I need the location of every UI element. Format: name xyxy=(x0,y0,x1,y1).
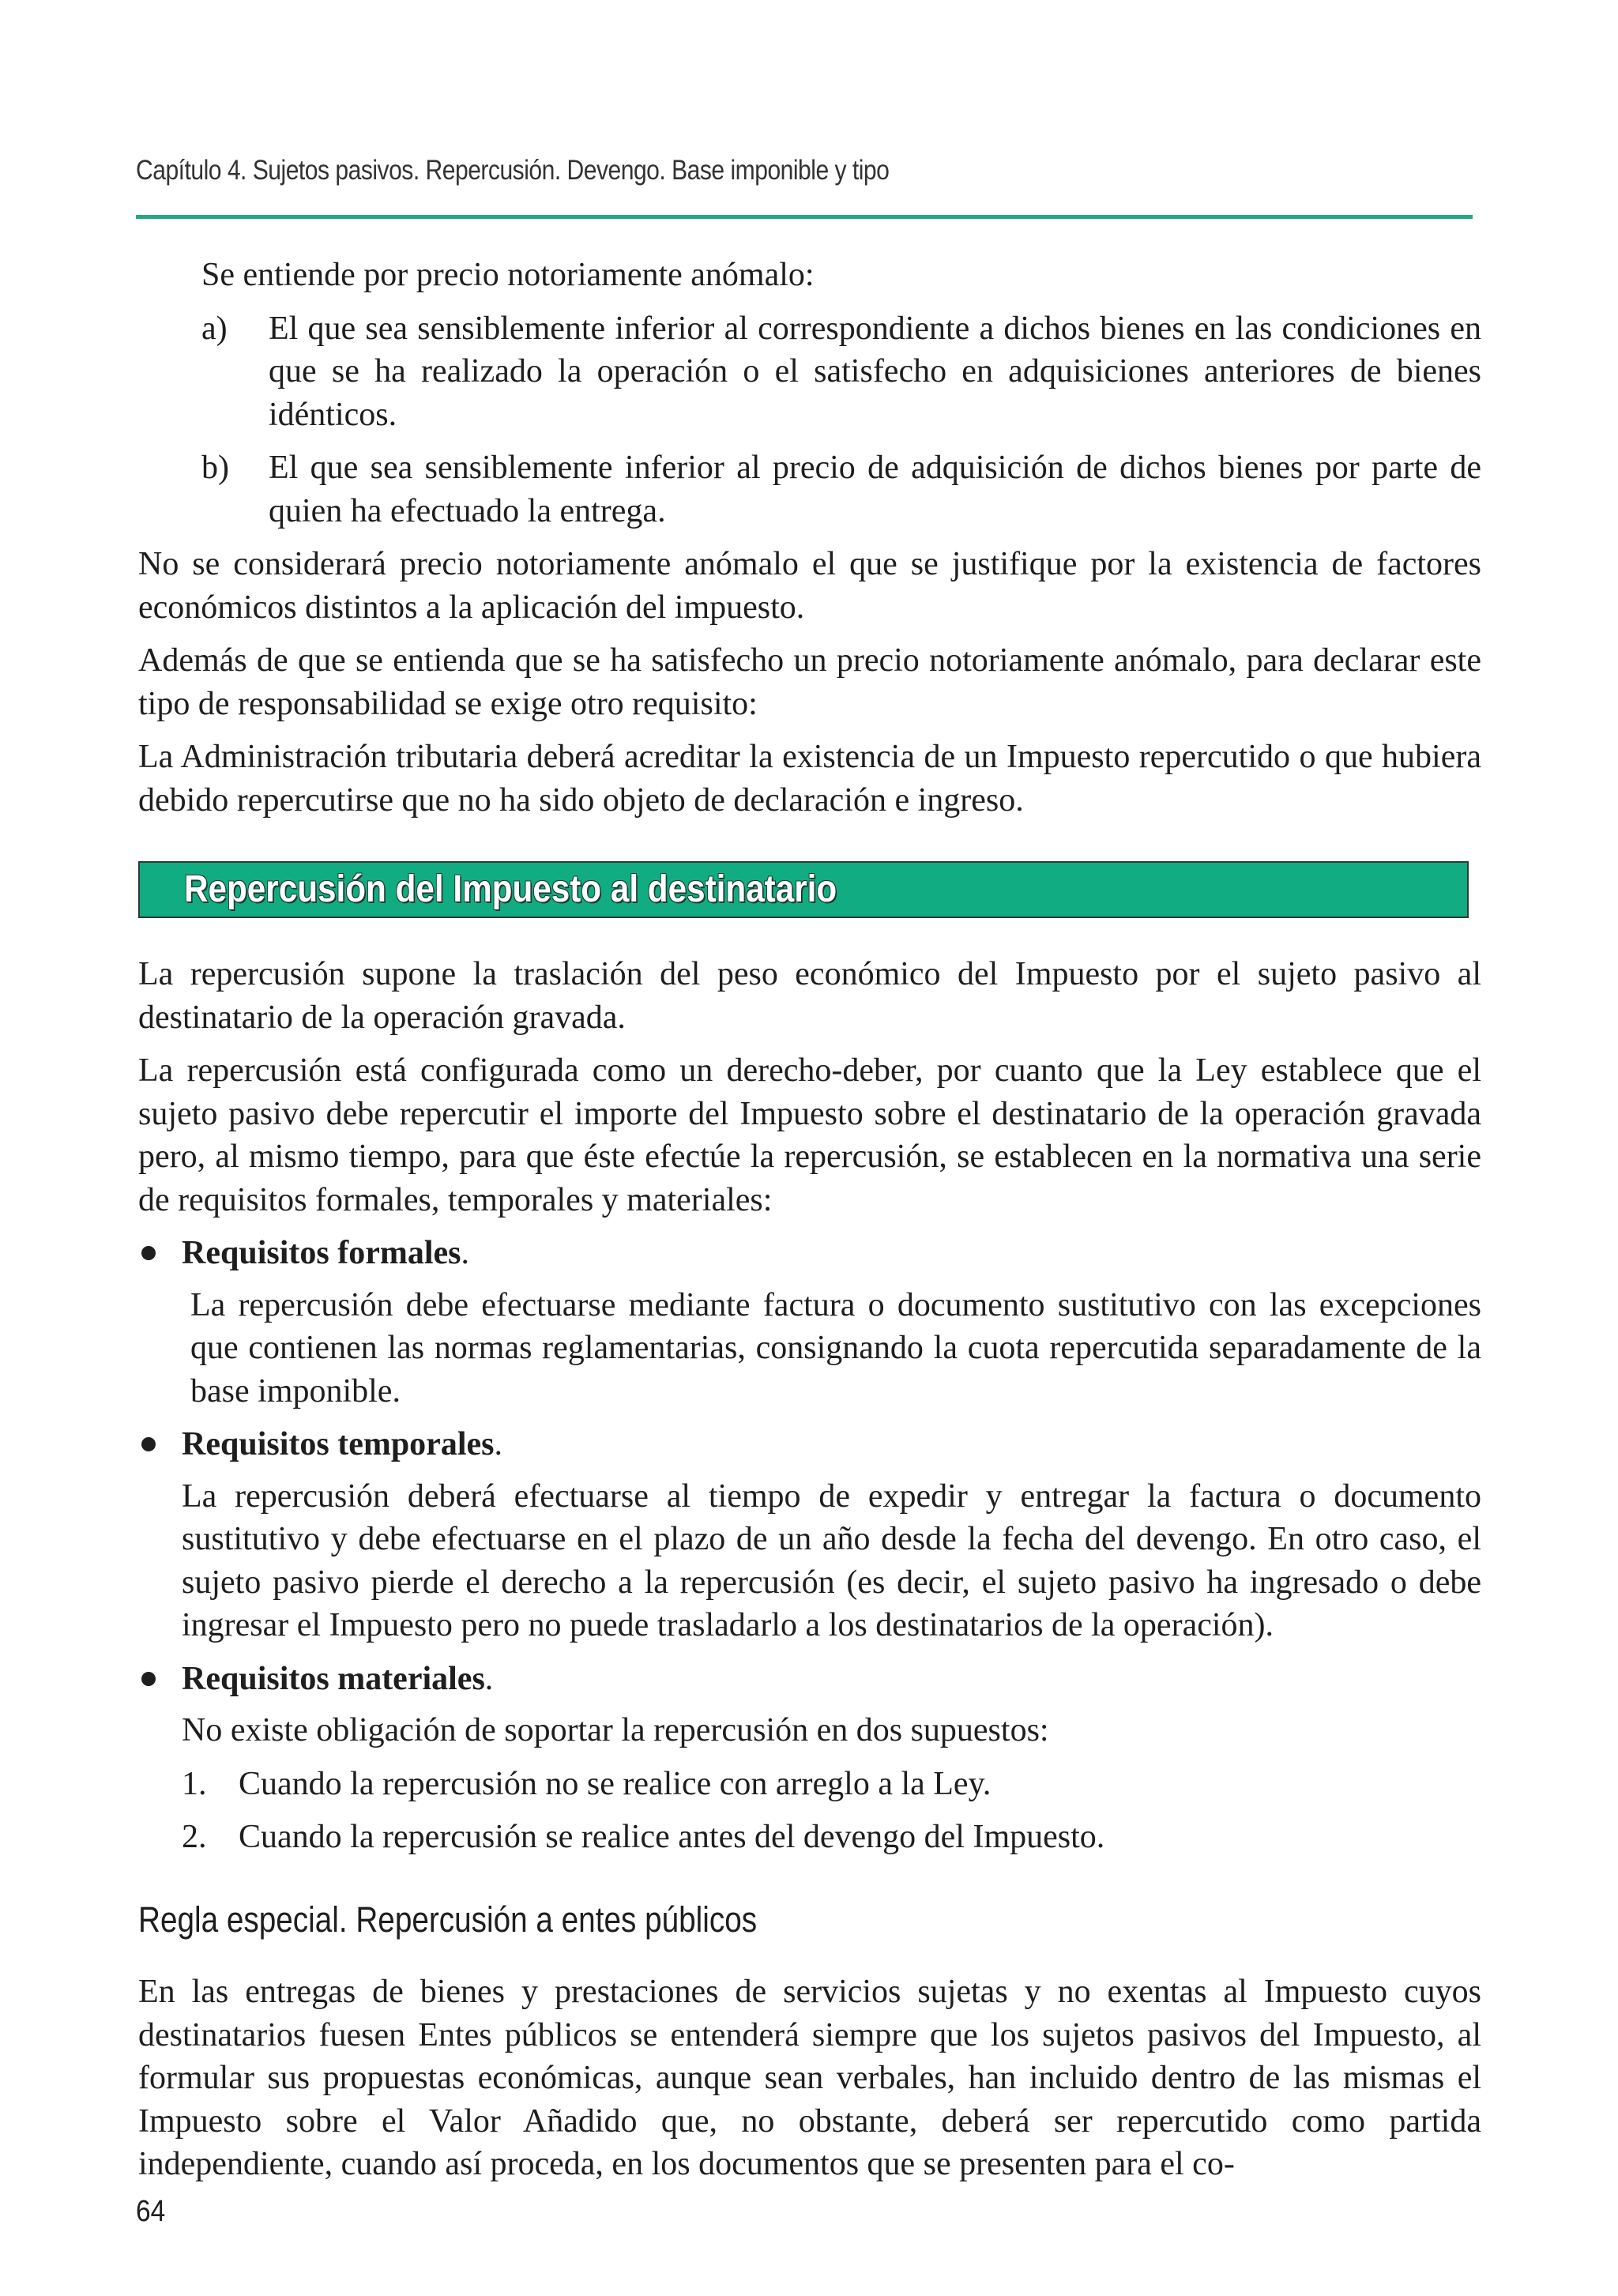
section-text-block xyxy=(138,953,1481,1869)
bullet-dot xyxy=(141,1672,156,1686)
special-rule-heading: Regla especial. Repercusión a entes públicos xyxy=(138,1899,758,1940)
bullet-dot xyxy=(141,1246,156,1260)
section-banner xyxy=(138,861,1469,918)
paragraph: No se considerará precio notoriamente anómalo el que se justifique por la existencia de factores económicos distintos a la aplicación del impuesto. xyxy=(138,546,1481,626)
paragraph: Además de que se entienda que se ha satisfecho un precio notoriamente anómalo, para declarar este tipo de responsabilidad se exige otro requisito: xyxy=(138,642,1481,722)
page-number: 64 xyxy=(136,2195,166,2228)
top-text-block xyxy=(138,254,1481,832)
paragraph: La repercusión está configurada como un derecho-deber, por cuanto que la Ley establece que el sujeto pasivo debe repercutir el importe del Impuesto sobre el destinatario de la operación gravada pero, al mismo tiempo, para que éste efectúe la repercusión, se establecen en la normativa una serie de requisitos formales, temporales y materiales: xyxy=(138,1052,1481,1218)
running-header: Capítulo 4. Sujetos pasivos. Repercusión. Devengo. Base imponible y tipo xyxy=(136,155,890,186)
special-rule-block xyxy=(138,1970,1481,2196)
bullet-dot xyxy=(141,1437,156,1451)
intro-paragraph: Se entiende por precio notoriamente anómalo: xyxy=(201,257,815,293)
section-title: Repercusión del Impuesto al destinatario xyxy=(184,868,837,910)
bullet-title: Requisitos temporales xyxy=(182,1426,495,1462)
bullet-heading-materiales: Requisitos materiales. xyxy=(138,1658,1481,1701)
paragraph: La repercusión supone la traslación del peso económico del Impuesto por el sujeto pasivo al destinatario de la operación gravada. xyxy=(138,956,1481,1036)
number-marker: 2. xyxy=(182,1819,207,1855)
bullet-paragraph: La repercusión deberá efectuarse al tiempo de expedir y entregar la factura o documento sustitutivo y debe efectuarse en el plazo de un año desde la fecha del devengo. En otro caso, el sujeto pasivo pierde el derecho a la repercusión (es decir, el sujeto pasivo ha ingresado o debe ingresar el Impuesto pero no puede trasladarlo a los destinatarios de la operación). xyxy=(182,1477,1481,1643)
bullet-paragraph: La repercusión debe efectuarse mediante factura o documento sustitutivo con las excepciones que contienen las normas reglamentarias, consignando la cuota repercutida separadamente de la base imponible. xyxy=(190,1286,1481,1410)
list-marker: a) xyxy=(201,310,228,347)
numbered-item-text: Cuando la repercusión se realice antes del devengo del Impuesto. xyxy=(239,1819,1105,1855)
list-marker: b) xyxy=(201,450,229,486)
list-item xyxy=(138,307,1481,437)
bullet-heading-formales: Requisitos formales. xyxy=(138,1232,1481,1275)
list-item xyxy=(138,446,1481,533)
list-item-text: El que sea sensiblemente inferior al correspondiente a dichos bienes en las condiciones en que se ha realizado la operación o el satisfecho en adquisiciones anteriores de bienes idénticos. xyxy=(269,310,1481,433)
header-rule xyxy=(136,215,1473,219)
numbered-item xyxy=(138,1763,1481,1806)
numbered-item-text: Cuando la repercusión no se realice con arreglo a la Ley. xyxy=(239,1765,991,1802)
bullet-title: Requisitos materiales xyxy=(182,1660,485,1697)
bullet-title: Requisitos formales xyxy=(182,1235,461,1271)
number-marker: 1. xyxy=(182,1765,207,1802)
bullet-heading-temporales: Requisitos temporales. xyxy=(138,1423,1481,1466)
paragraph: En las entregas de bienes y prestaciones de servicios sujetas y no exentas al Impuesto cuyos destinatarios fuesen Entes públicos se entenderá siempre que los sujetos pasivos del Impuesto, al formular sus propuestas económicas, aunque sean verbales, han incluido dentro de las mismas el Impuesto sobre el Valor Añadido que, no obstante, deberá ser repercutido como partida independiente, cuando así proceda, en los documentos que se presenten para el co- xyxy=(138,1974,1481,2182)
paragraph: La Administración tributaria deberá acreditar la existencia de un Impuesto repercutido o que hubiera debido repercutirse que no ha sido objeto de declaración e ingreso. xyxy=(138,739,1481,819)
numbered-item xyxy=(138,1816,1481,1859)
list-item-text: El que sea sensiblemente inferior al precio de adquisición de dichos bienes por parte de quien ha efectuado la entrega. xyxy=(269,450,1481,529)
bullet-paragraph: No existe obligación de soportar la repercusión en dos supuestos: xyxy=(182,1712,1049,1748)
